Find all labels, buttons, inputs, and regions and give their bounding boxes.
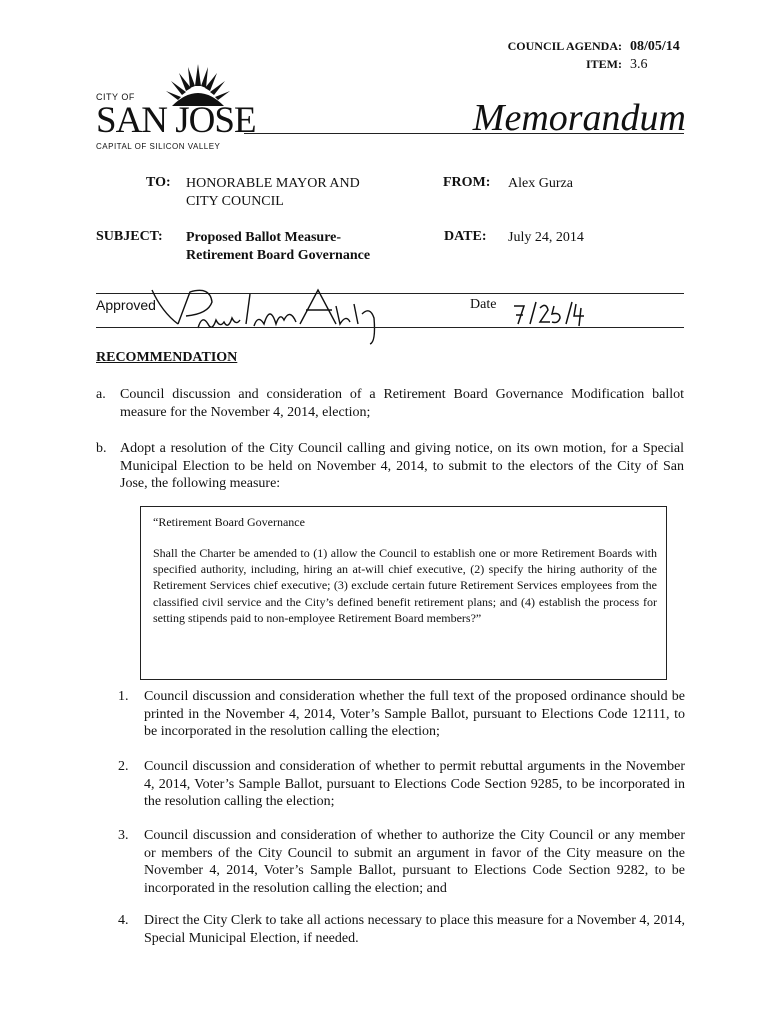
- list-item: Council discussion and consideration of whether to authorize the City Council or any member or members of the City Council to submit an argument in favor of the City measure on the November 4, 2014, Voter’s Sample Ballot, pursuant to Elections Code Section 9282, to be incorporated in the resolution calling the election; and: [144, 828, 685, 896]
- from-label: FROM:: [443, 175, 491, 190]
- approval-date-label: Date: [470, 297, 497, 312]
- subject-value: [186, 229, 370, 265]
- ballot-measure-box: [140, 506, 667, 680]
- document-title: Memorandum: [472, 97, 686, 139]
- list-item-marker: 1.: [118, 689, 129, 704]
- to-label: TO:: [146, 175, 171, 190]
- list-item-marker: 3.: [118, 828, 129, 843]
- approval-signature: [150, 284, 420, 346]
- to-line: HONORABLE MAYOR AND: [186, 176, 360, 191]
- list-item: Council discussion and consideration whether the full text of the proposed ordinance should be printed in the November 4, 2014, Voter’s Sample Ballot, pursuant to Elections Code 12111, to be incorporated in the resolution calling the election;: [144, 689, 685, 739]
- ballot-measure-title: “Retirement Board Governance: [153, 515, 305, 529]
- item-a-text: Council discussion and consideration of a Retirement Board Governance Modification ballot measure for the November 4, 2014, election;: [120, 387, 684, 420]
- date-value: July 24, 2014: [508, 230, 584, 245]
- recommendation-heading: RECOMMENDATION: [96, 350, 238, 365]
- approval-bottom-rule: [96, 327, 684, 328]
- subject-line: Proposed Ballot Measure-: [186, 230, 342, 245]
- from-value: Alex Gurza: [508, 176, 573, 191]
- item-label: ITEM:: [586, 57, 622, 71]
- list-item: Council discussion and consideration of whether to permit rebuttal arguments in the November 4, 2014, Voter’s Sample Ballot, pursuant to Elections Code Section 9285, to be incorporated in the resolution calling the election;: [144, 759, 685, 809]
- list-item-marker: 4.: [118, 913, 129, 928]
- agenda-label: COUNCIL AGENDA:: [507, 39, 622, 53]
- to-line: CITY COUNCIL: [186, 194, 284, 209]
- list-item: Direct the City Clerk to take all actions necessary to place this measure for a November 4, 2014, Special Municipal Election, if needed.: [144, 913, 685, 946]
- item-b-marker: b.: [96, 441, 107, 456]
- logo-city-of: CITY OF: [96, 92, 135, 102]
- ballot-measure-question: Shall the Charter be amended to (1) allow the Council to establish one or more Retirement Boards with specified authority, including, hiring an at-will chief executive, (2) specify the hiring authority of the Retirement Services chief executive; (3) exclude certain future Retirement Services employees from the classified civil service and the City’s defined benefit retirement plans; and (4) establish the process for setting stipends paid to non-employee Retirement Board members?”: [153, 546, 657, 625]
- item-a-marker: a.: [96, 387, 106, 402]
- approved-label: Approved: [96, 297, 156, 313]
- date-label: DATE:: [444, 229, 487, 244]
- to-value: [186, 175, 360, 211]
- agenda-header: [508, 38, 686, 74]
- logo-san-jose: SAN JOSE: [96, 100, 256, 141]
- subject-line: Retirement Board Governance: [186, 248, 371, 263]
- agenda-date: 08/05/14: [630, 39, 680, 54]
- logo-tagline: CAPITAL OF SILICON VALLEY: [96, 142, 221, 151]
- subject-label: SUBJECT:: [96, 229, 163, 244]
- handwritten-date: [510, 298, 590, 328]
- item-number: 3.6: [630, 57, 648, 72]
- item-b-text: Adopt a resolution of the City Council calling and giving notice, on its own motion, for a Special Municipal Election to be held on November 4, 2014, to submit to the electors of the City of San Jose, the following measure:: [120, 441, 684, 491]
- list-item-marker: 2.: [118, 759, 129, 774]
